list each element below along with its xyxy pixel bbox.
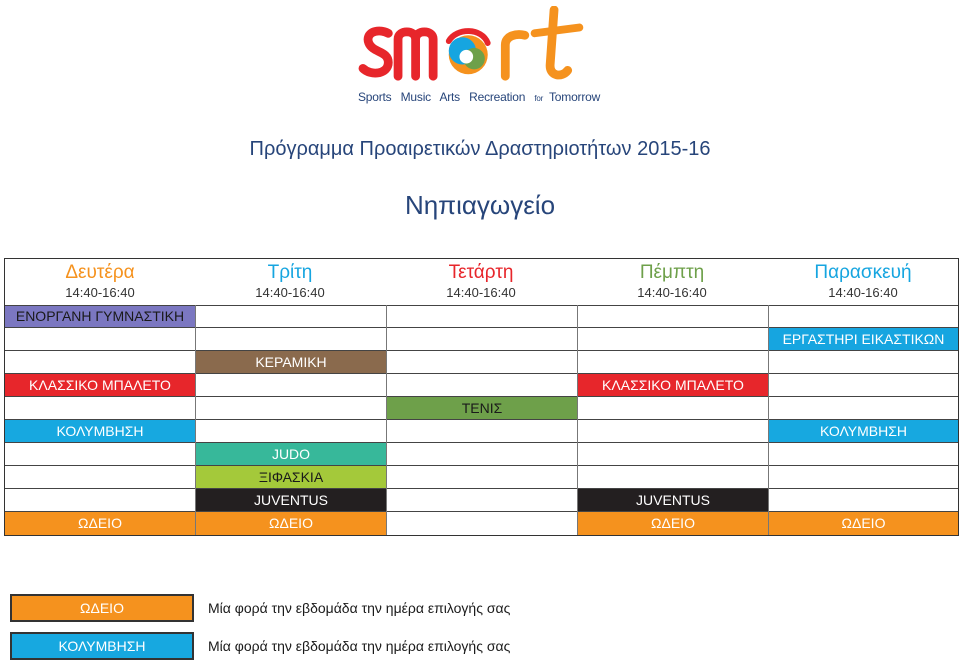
tagline-sports: Sports — [358, 90, 392, 104]
day-header-tuesday — [195, 259, 385, 305]
smart-logo-mark — [356, 6, 600, 84]
day-header-wednesday — [386, 259, 576, 305]
legend-swimming-text: Μία φορά την εβδομάδα την ημέρα επιλογής σας — [208, 638, 511, 654]
day-name: Πέμπτη — [639, 262, 705, 283]
tagline-recreation: Recreation — [469, 90, 526, 104]
grid-line — [5, 488, 958, 489]
smart-logo — [356, 6, 600, 102]
legend-odeio-text: Μία φορά την εβδομάδα την ημέρα επιλογής σας — [208, 600, 511, 616]
grid-line — [5, 442, 958, 443]
activity-odeio-monday: ΩΔΕΙΟ — [5, 512, 195, 535]
activity-juventus-tuesday: JUVENTUS — [196, 489, 386, 511]
logo-tagline — [358, 90, 606, 104]
day-header-friday — [768, 259, 958, 305]
day-name: Τετάρτη — [448, 262, 514, 283]
day-name: Δευτέρα — [65, 262, 135, 283]
activity-swimming-monday: ΚΟΛΥΜΒΗΣΗ — [5, 420, 195, 442]
day-name: Παρασκευή — [814, 262, 912, 283]
day-time: 14:40-16:40 — [255, 285, 325, 300]
day-header-monday — [5, 259, 195, 305]
tagline-music: Music — [400, 90, 431, 104]
page-title: Πρόγραμμα Προαιρετικών Δραστηριοτήτων 2015-16 — [249, 138, 711, 160]
activity-ballet-monday: ΚΛΑΣΣΙΚΟ ΜΠΑΛΕΤΟ — [5, 374, 195, 396]
day-header-thursday — [577, 259, 767, 305]
grid-line — [386, 305, 387, 535]
activity-odeio-tuesday: ΩΔΕΙΟ — [196, 512, 386, 535]
activity-judo-tuesday: JUDO — [196, 443, 386, 465]
activity-fencing-tuesday: ΞΙΦΑΣΚΙΑ — [196, 466, 386, 488]
day-time: 14:40-16:40 — [65, 285, 135, 300]
activity-art-workshop-friday: ΕΡΓΑΣΤΗΡΙ ΕΙΚΑΣΤΙΚΩΝ — [769, 328, 958, 350]
activity-odeio-thursday: ΩΔΕΙΟ — [578, 512, 768, 535]
activity-swimming-friday: ΚΟΛΥΜΒΗΣΗ — [769, 420, 958, 442]
timetable — [4, 258, 959, 536]
tagline-tomorrow: Tomorrow — [549, 90, 601, 104]
activity-ceramics-tuesday: ΚΕΡΑΜΙΚΗ — [196, 351, 386, 373]
tagline-for: for — [534, 94, 544, 103]
activity-gymnastics-monday: ΕΝΟΡΓΑΝΗ ΓΥΜΝΑΣΤΙΚΗ — [5, 306, 195, 327]
day-name: Τρίτη — [267, 262, 313, 283]
tagline-arts: Arts — [439, 90, 460, 104]
grid-line — [5, 350, 958, 351]
grid-line — [5, 465, 958, 466]
legend-swimming-swatch: ΚΟΛΥΜΒΗΣΗ — [10, 632, 194, 660]
legend-odeio-swatch: ΩΔΕΙΟ — [10, 594, 194, 622]
activity-juventus-thursday: JUVENTUS — [578, 489, 768, 511]
activity-tennis-wednesday: ΤΕΝΙΣ — [387, 397, 577, 419]
activity-odeio-friday: ΩΔΕΙΟ — [769, 512, 958, 535]
page-subtitle: Νηπιαγωγείο — [404, 190, 556, 220]
day-time: 14:40-16:40 — [637, 285, 707, 300]
activity-ballet-thursday: ΚΛΑΣΣΙΚΟ ΜΠΑΛΕΤΟ — [578, 374, 768, 396]
day-time: 14:40-16:40 — [828, 285, 898, 300]
day-time: 14:40-16:40 — [446, 285, 516, 300]
